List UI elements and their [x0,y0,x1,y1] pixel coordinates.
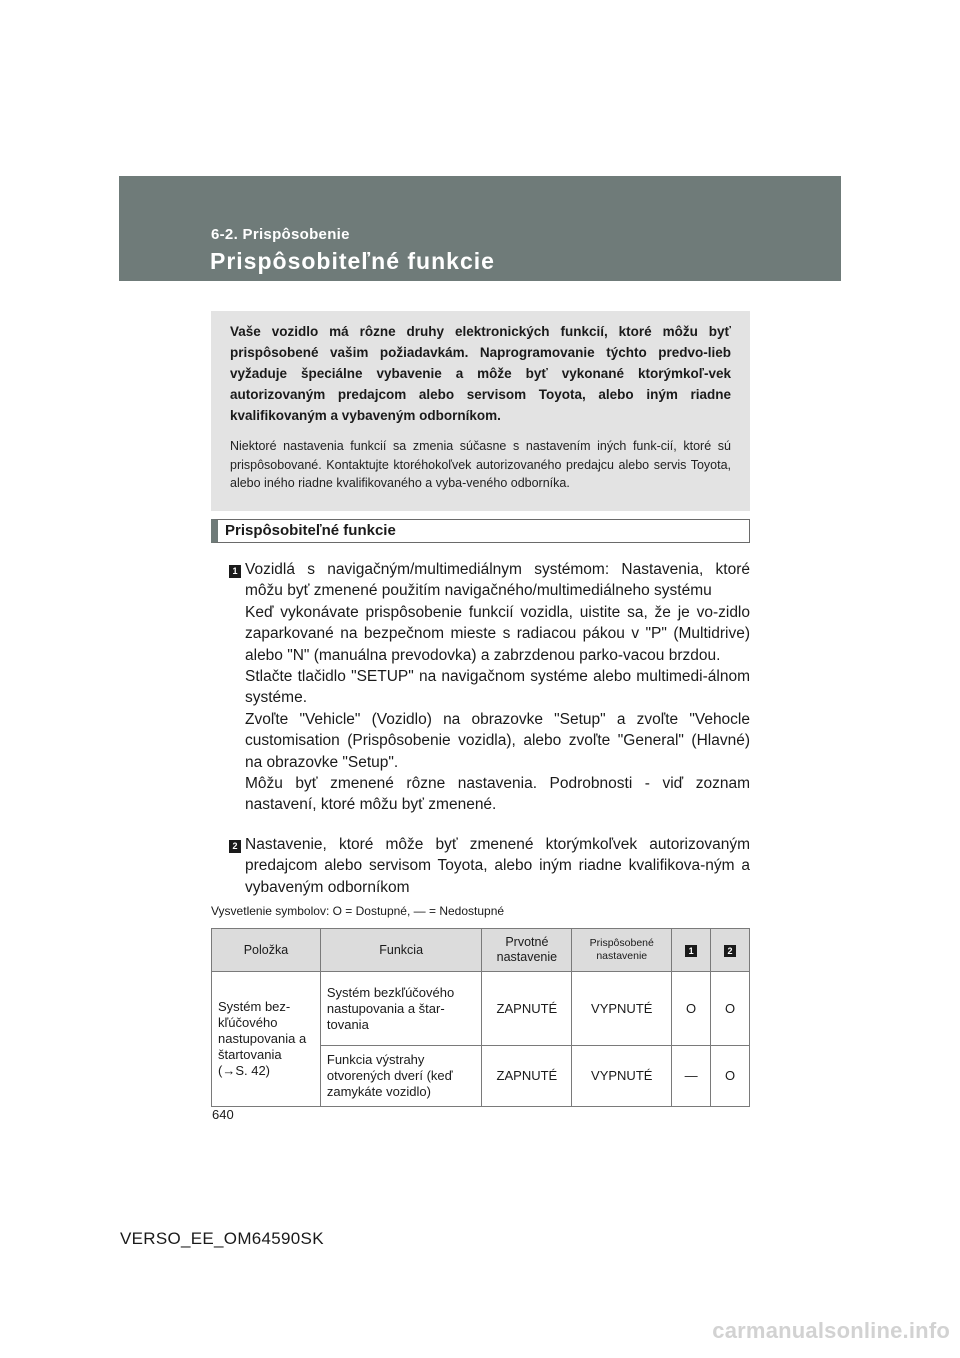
item-2 [245,834,750,898]
cell-default: ZAPNUTÉ [482,1046,572,1107]
header-function: Funkcia [320,929,482,972]
settings-table [211,928,750,1107]
intro-bold-text: Vaše vozidlo má rôzne druhy elektronických funkcií, ktoré môžu byť prispôsobené vašim požiadavkám. Naprogramovanie týchto predvo-lieb vyžaduje špeciálne vybavenie a môže byť vykonané ktorýmkoľ-vek autorizovaným predajcom alebo servisom Toyota, alebo iným riadne kvalifikovaným a vybaveným odborníkom. [230,324,731,423]
header-badge-2: 2 [724,945,736,957]
header-default: Prvotné nastavenie [482,929,572,972]
item-1-line: Zvoľte "Vehicle" (Vozidlo) na obrazovke "Setup" a zvoľte "Vehocle customisation (Prispôsobenie vozidla), alebo zvoľte "General" (Hlavné) na obrazovke "Setup". [245,710,750,771]
header-col-2 [711,929,750,972]
item-badge-2: 2 [229,840,241,853]
item-1-line: Vozidlá s navigačným/multimediálnym systémom: Nastavenia, ktoré môžu byť zmenené použitím navigačného/multimediálneho systému [245,561,750,600]
cell-col-2: O [711,972,750,1046]
section-label: 6-2. Prispôsobenie [211,226,350,243]
cell-default: ZAPNUTÉ [482,972,572,1046]
cell-col-2: O [711,1046,750,1107]
item-2-line: Nastavenie, ktoré môže byť zmenené ktorýmkoľvek autorizovaným predajcom alebo servisom Toyota, alebo iným riadne kvalifikova-ným a vybaveným odborníkom [245,836,750,896]
cell-custom: VYPNUTÉ [572,1046,672,1107]
symbol-legend: Vysvetlenie symbolov: O = Dostupné, — = Nedostupné [211,904,505,918]
item-1-line: Keď vykonávate prispôsobenie funkcií vozidla, uistite sa, že je vo-zidlo zaparkované na bezpečnom mieste s radiacou pákou v "P" (Multidrive) alebo "N" (manuálna prevodovka) a zabrzdenou parko-vacou brzdou. [245,603,750,664]
cell-group: Systém bez-kľúčového nastupovania a štartovania (→S. 42) [212,972,321,1107]
table-row [212,972,750,1046]
page-title: Prispôsobiteľné funkcie [210,248,495,274]
cell-col-1: O [672,972,711,1046]
header-badge-1: 1 [685,945,697,957]
cell-function: Funkcia výstrahy otvorených dverí (keď zamykáte vozidlo) [320,1046,482,1107]
header-col-1 [672,929,711,972]
subsection-title: Prispôsobiteľné funkcie [211,519,750,543]
header-item: Položka [212,929,321,972]
intro-box [211,311,750,511]
intro-note-text: Niektoré nastavenia funkcií sa zmenia súčasne s nastavením iných funk-cií, ktoré sú prispôsobované. Kontaktujte ktoréhokoľvek autorizovaného predajcu alebo servis Toyota, alebo iného riadne kvalifikovaného a vyba-veného odborníka. [230,439,731,490]
cell-col-1: — [672,1046,711,1107]
item-1 [245,559,750,816]
item-badge-1: 1 [229,565,241,578]
watermark: carmanualsonline.info [712,1318,950,1343]
item-1-line: Stlačte tlačidlo "SETUP" na navigačnom systéme alebo multimedi-álnom systéme. [245,668,750,707]
document-code: VERSO_EE_OM64590SK [120,1229,324,1248]
table-header-row [212,929,750,972]
page-number: 640 [212,1107,234,1122]
cell-custom: VYPNUTÉ [572,972,672,1046]
cell-function: Systém bezkľúčového nastupovania a štar-tovania [320,972,482,1046]
header-custom: Prispôsobené nastavenie [572,929,672,972]
item-1-line: Môžu byť zmenené rôzne nastavenia. Podrobnosti - viď zoznam nastavení, ktoré môžu byť zmenené. [245,775,750,814]
